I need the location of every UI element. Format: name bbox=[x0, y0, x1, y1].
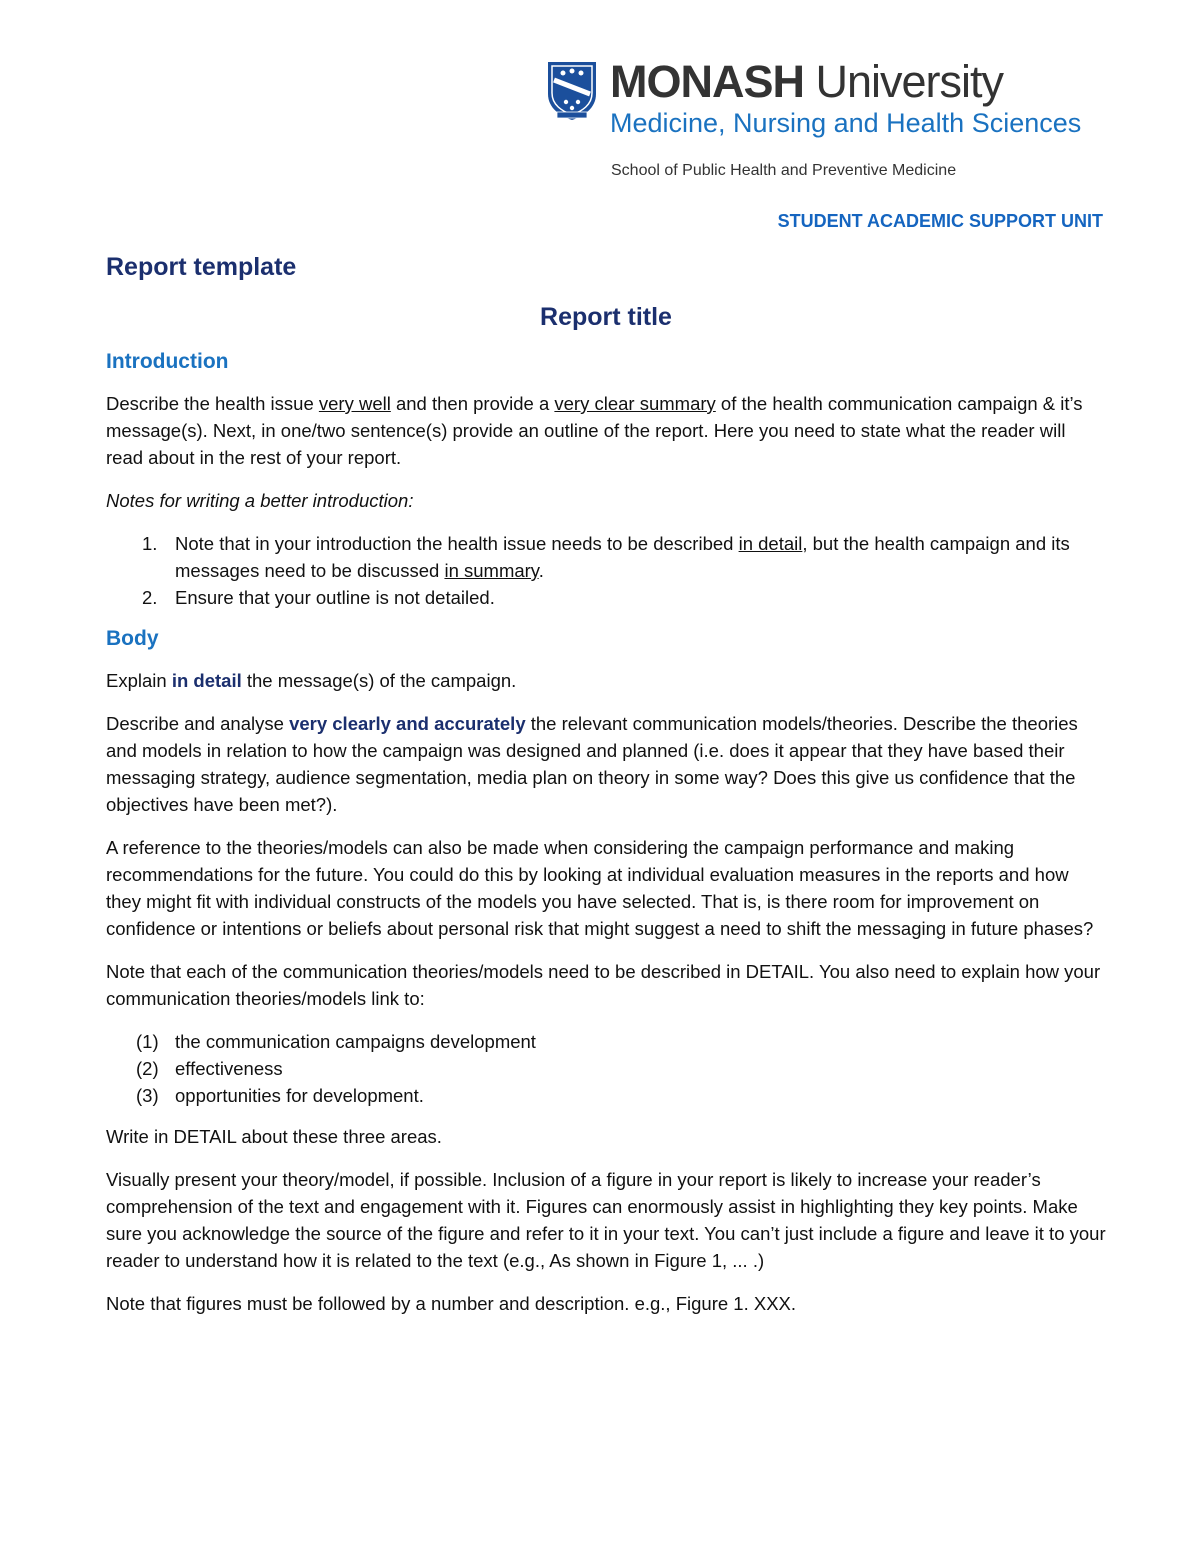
introduction-heading: Introduction bbox=[106, 350, 229, 373]
document-content bbox=[106, 250, 1106, 1333]
body-paragraph-3: A reference to the theories/models can also be made when considering the campaign performance and making recommendations for the future. You could do this by looking at individual evaluation measures in the reports and how they might fit with individual constructs of the models you have selected. That is, is there room for improvement on confidence or intentions or beliefs about personal risk that might suggest a need to shift the messaging in future phases? bbox=[106, 837, 1094, 939]
university-name: MONASH University bbox=[610, 56, 1004, 107]
body-paragraph-4: Note that each of the communication theories/models need to be described in DETAIL. You also need to explain how your communication theories/models link to: bbox=[106, 961, 1101, 1009]
body-paragraph-7: Note that figures must be followed by a number and description. e.g., Figure 1. XXX. bbox=[106, 1293, 797, 1314]
unit-name: STUDENT ACADEMIC SUPPORT UNIT bbox=[777, 211, 1103, 231]
template-heading: Report template bbox=[106, 253, 297, 281]
list-item: (1) the communication campaigns development bbox=[136, 1031, 536, 1052]
body-paragraph-5: Write in DETAIL about these three areas. bbox=[106, 1126, 442, 1147]
body-heading: Body bbox=[106, 627, 159, 650]
links-list bbox=[106, 1028, 1106, 1109]
school-name: School of Public Health and Preventive Medicine bbox=[611, 162, 957, 179]
body-paragraph-1: Explain in detail the message(s) of the campaign. bbox=[106, 670, 517, 691]
faculty-name: Medicine, Nursing and Health Sciences bbox=[610, 108, 1082, 138]
list-item: (2) effectiveness bbox=[136, 1058, 283, 1079]
intro-notes-list bbox=[106, 530, 1106, 611]
body-paragraph-6: Visually present your theory/model, if possible. Inclusion of a figure in your report is likely to increase your reader’s comprehension of the text and engagement with it. Figures can enormously assist in highlighting they key points. Make sure you acknowledge the source of the figure and refer to it in your text. You can’t just include a figure and leave it to your reader to understand how it is related to the text (e.g., As shown in Figure 1, ... .) bbox=[106, 1169, 1106, 1271]
monash-logo bbox=[546, 56, 1106, 156]
body-paragraph-2: Describe and analyse very clearly and accurately the relevant communication models/theories. Describe the theories and models in relation to how the campaign was designed and planned (i.e. does it appear that they have based their messaging strategy, audience segmentation, media plan on theory in some way? Does this give us confidence that the objectives have been met?). bbox=[106, 713, 1078, 815]
report-title: Report title bbox=[540, 303, 672, 331]
intro-paragraph: Describe the health issue very well and then provide a very clear summary of the health communication campaign & it’s message(s). Next, in one/two sentence(s) provide an outline of the report. Here you need to state what the reader will read about in the rest of your report. bbox=[106, 393, 1083, 468]
list-item: 1. Note that in your introduction the health issue needs to be described in detail, but the health campaign and its messages need to be discussed in summary. bbox=[142, 533, 1070, 581]
list-item: 2. Ensure that your outline is not detailed. bbox=[142, 587, 495, 608]
monash-crest-icon bbox=[546, 60, 598, 122]
notes-title: Notes for writing a better introduction: bbox=[106, 490, 414, 511]
list-item: (3) opportunities for development. bbox=[136, 1085, 424, 1106]
